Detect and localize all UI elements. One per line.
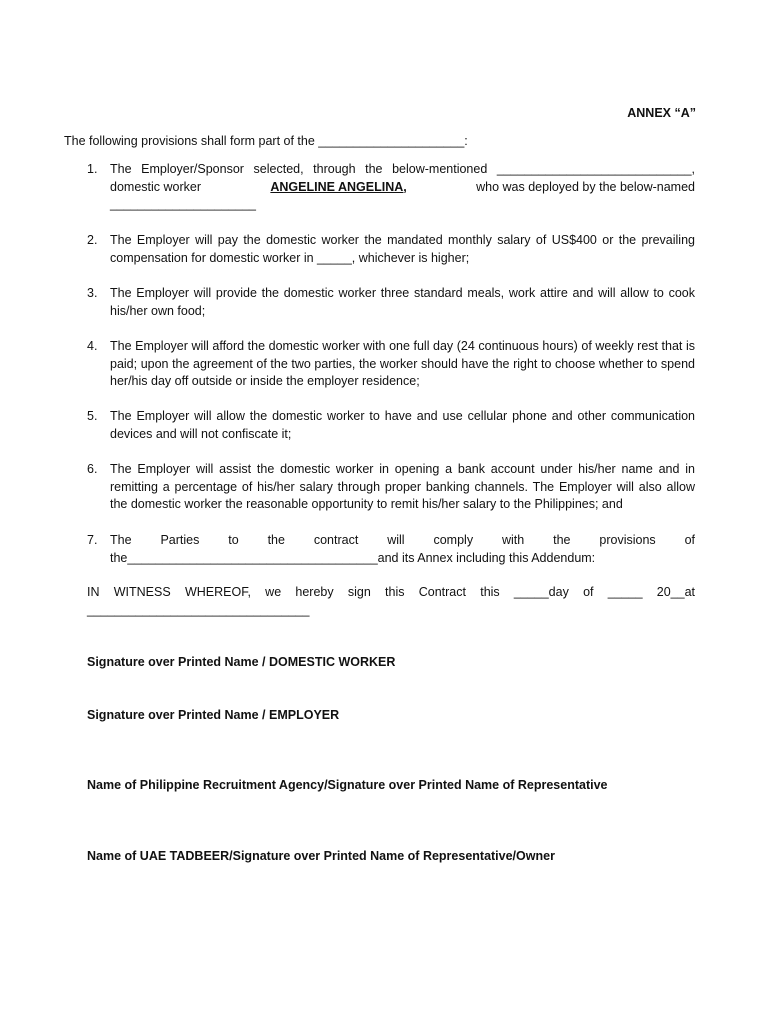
item-1-suffix: who was deployed by the below-named — [476, 179, 695, 194]
signature-domestic-worker: Signature over Printed Name / DOMESTIC WORKER — [87, 655, 396, 669]
item-number: 5. — [87, 409, 98, 423]
item-1-line-1: The Employer/Sponsor selected, through the below-mentioned ____________________________, — [110, 162, 695, 176]
item-4-text: The Employer will afford the domestic worker with one full day (24 continuous hours) of weekly rest that is paid; upon the agreement of the two parties, the worker should have the right to choose whether to spend her/his day off outside or inside the employer residence; — [110, 339, 695, 388]
item-1-prefix: domestic worker — [110, 179, 201, 194]
item-3-text: The Employer will provide the domestic worker three standard meals, work attire and will allow to cook his/her own food; — [110, 286, 695, 318]
item-7-line-1: The Parties to the contract will comply with the provisions of — [110, 533, 695, 547]
signature-employer: Signature over Printed Name / EMPLOYER — [87, 708, 340, 722]
item-7-line-2: the____________________________________and its Annex including this Addendum: — [110, 550, 596, 565]
signature-recruitment-agency: Name of Philippine Recruitment Agency/Signature over Printed Name of Representative — [87, 778, 608, 792]
item-number: 3. — [87, 286, 98, 300]
annex-title: ANNEX “A” — [627, 106, 696, 120]
item-number: 6. — [87, 462, 98, 476]
witness-line-1: IN WITNESS WHEREOF, we hereby sign this Contract this _____day of _____ 20__at — [87, 585, 695, 599]
item-5-text: The Employer will allow the domestic worker to have and use cellular phone and other communication devices and will not confiscate it; — [110, 409, 695, 441]
signature-tadbeer: Name of UAE TADBEER/Signature over Printed Name of Representative/Owner — [87, 849, 555, 863]
intro-text: The following provisions shall form part of the _____________________: — [64, 134, 468, 148]
item-number: 1. — [87, 162, 98, 176]
witness-line-2: ________________________________ — [87, 602, 310, 617]
item-number: 4. — [87, 339, 98, 353]
witness-clause — [87, 584, 695, 619]
item-1-line-3: _____________________ — [110, 197, 256, 211]
item-6-text: The Employer will assist the domestic worker in opening a bank account under his/her name and in remitting a percentage of his/her salary through proper banking channels. The Employer will also allow the domestic worker the reasonable opportunity to remit his/her salary to the Philippines; and — [110, 462, 695, 511]
item-number: 2. — [87, 233, 98, 247]
item-1-line-2 — [110, 179, 695, 197]
item-2-text: The Employer will pay the domestic worker the mandated monthly salary of US$400 or the prevailing compensation for domestic worker in _____, whichever is higher; — [110, 233, 695, 265]
worker-name: ANGELINE ANGELINA, — [270, 179, 407, 194]
item-number: 7. — [87, 533, 98, 547]
